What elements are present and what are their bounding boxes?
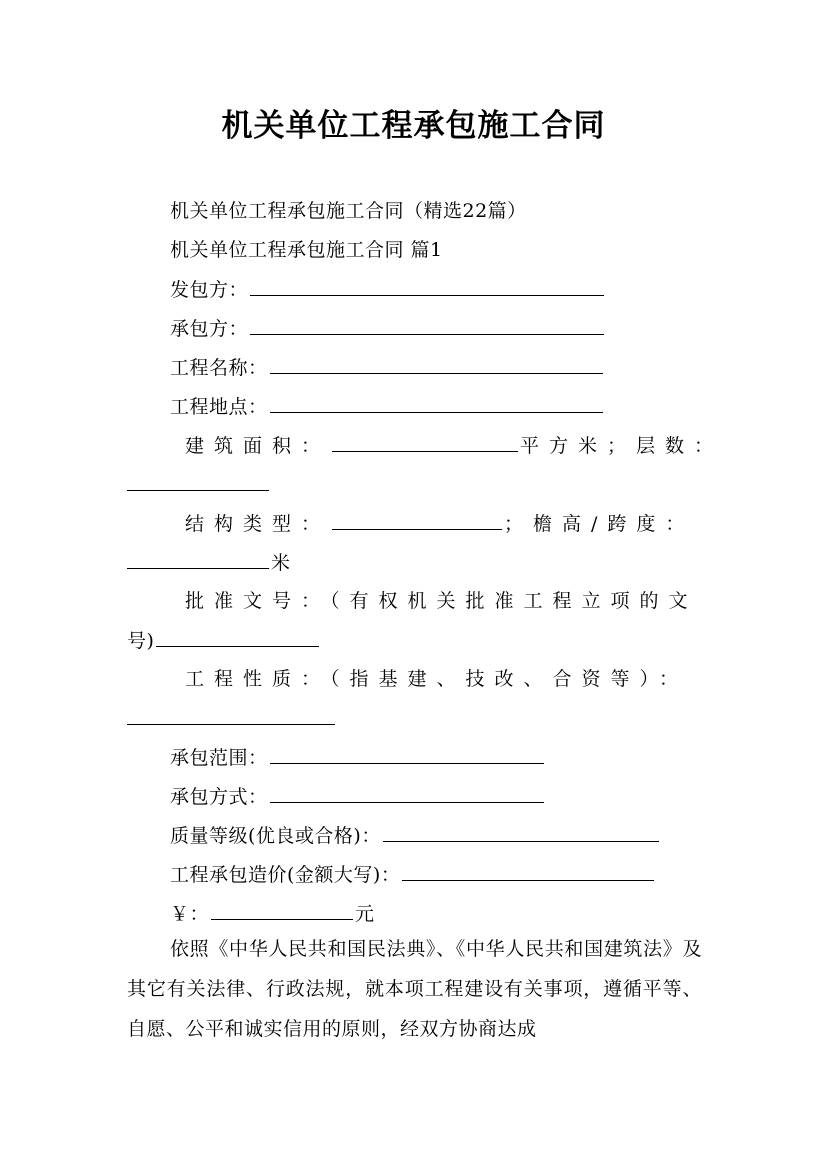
area-unit-label: 平方米；层数： — [520, 435, 724, 457]
document-subtitle: 机关单位工程承包施工合同（精选22篇） — [170, 200, 527, 222]
amount-line — [170, 900, 702, 927]
yuan-label: 元 — [355, 903, 375, 925]
building-area-label: 建筑面积： — [185, 435, 331, 457]
approval-cont-label: 号) — [127, 630, 155, 652]
eave-height-line — [127, 549, 702, 576]
method-blank[interactable] — [270, 783, 544, 803]
document-title: 机关单位工程承包施工合同 — [221, 108, 606, 144]
method-label: 承包方式： — [170, 786, 268, 808]
scope-line — [170, 744, 702, 771]
project-name-label: 工程名称： — [170, 357, 268, 379]
floors-blank[interactable] — [127, 471, 269, 491]
approval-cont-line — [127, 627, 702, 654]
project-name-blank[interactable] — [270, 354, 603, 374]
project-location-line — [170, 393, 702, 420]
chapter-heading: 机关单位工程承包施工合同 篇1 — [170, 239, 443, 261]
quality-label: 质量等级(优良或合格)： — [170, 825, 381, 847]
yen-label: ￥： — [170, 903, 210, 925]
approval-blank[interactable] — [156, 627, 319, 647]
approval-label: 批准文号：（有权机关批准工程立项的文 — [185, 590, 698, 612]
approval-line — [185, 588, 705, 614]
structure-type-label: 结构类型： — [185, 513, 331, 535]
eave-height-blank[interactable] — [127, 549, 269, 569]
building-area-line — [185, 432, 724, 459]
structure-type-blank[interactable] — [332, 510, 502, 530]
method-line — [170, 783, 702, 810]
employer-blank[interactable] — [250, 276, 604, 296]
scope-label: 承包范围： — [170, 747, 268, 769]
project-nature-blank-line — [127, 705, 702, 732]
body-paragraph: 依照《中华人民共和国民法典》、《中华人民共和国建筑法》及其它有关法律、行政法规，就本项工程建设有关事项，遵循平等、自愿、公平和诚实信用的原则，经双方协商达成 — [127, 938, 702, 1040]
floors-line — [127, 471, 702, 498]
price-blank[interactable] — [402, 861, 654, 881]
project-location-blank[interactable] — [270, 393, 603, 413]
quality-blank[interactable] — [383, 822, 659, 842]
project-nature-label: 工程性质：（指基建、技改、合资等）： — [185, 668, 689, 690]
meter-unit-label: 米 — [271, 552, 291, 574]
quality-line — [170, 822, 702, 849]
amount-blank[interactable] — [211, 900, 353, 920]
scope-blank[interactable] — [270, 744, 544, 764]
employer-line — [170, 276, 702, 303]
contractor-blank[interactable] — [250, 315, 604, 335]
price-line — [170, 861, 702, 888]
structure-line — [185, 510, 705, 537]
contractor-label: 承包方： — [170, 318, 249, 340]
project-nature-blank[interactable] — [127, 705, 335, 725]
price-label: 工程承包造价(金额大写)： — [170, 864, 401, 886]
contractor-line — [170, 315, 702, 342]
project-location-label: 工程地点： — [170, 396, 268, 418]
eave-height-label: ；檐高/跨度： — [504, 513, 695, 535]
project-nature-line — [185, 666, 705, 692]
building-area-blank[interactable] — [332, 432, 518, 452]
employer-label: 发包方： — [170, 279, 249, 301]
project-name-line — [170, 354, 702, 381]
